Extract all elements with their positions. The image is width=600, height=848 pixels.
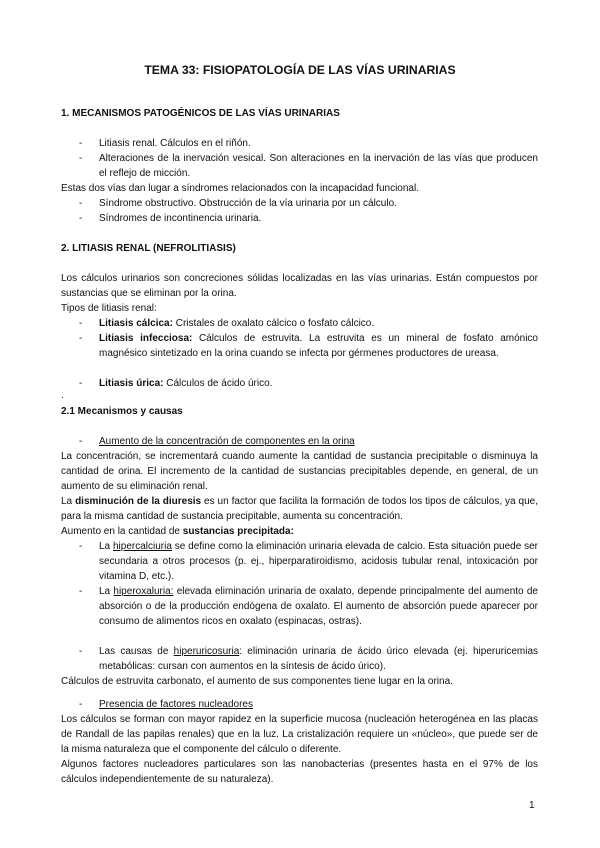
term-text: Cálculos de ácido úrico. — [163, 378, 273, 389]
bullet-dash: - — [79, 699, 83, 710]
bullet-dash: - — [79, 198, 83, 209]
term-label: Litiasis cálcica: — [99, 318, 173, 329]
list-item-text: Alteraciones de la inervación vesical. Son alteraciones en la inervación de las vías que producen el reflejo de micción. — [99, 153, 538, 179]
page-number: 1 — [529, 800, 535, 811]
bullet-dash: - — [79, 586, 83, 597]
subheading-text: Aumento de la concentración de componentes en la orina — [99, 436, 355, 447]
text-run: : eliminación urinaria de ácido úrico elevada (ej. hiperuricemias metabólicas: cursan con aumentos en la síntesis de ácido úrico). — [99, 646, 539, 672]
bold-run: disminución de la diuresis — [75, 496, 202, 507]
term-label: Litiasis infecciosa: — [99, 333, 193, 344]
bullet-dash: - — [79, 436, 83, 447]
section-1-heading: 1. MECANISMOS PATOGÉNICOS DE LAS VÍAS URINARIAS — [61, 108, 340, 119]
paragraph: Tipos de litiasis renal: — [61, 303, 157, 314]
list-item-text — [99, 376, 538, 391]
paragraph: Los cálculos se forman con mayor rapidez en la superficie mucosa (nucleación heterogénea en las placas de Randall de las papilas renales) que en la luz. La cristalización requiere un «núcleo», que puede ser de la misma naturaleza que el componente del cálculo o diferente. — [61, 714, 538, 755]
list-item-text — [99, 316, 538, 331]
section-2-1-heading: 2.1 Mecanismos y causas — [61, 406, 183, 417]
paragraph: Algunos factores nucleadores particulares son las nanobacterias (presentes hasta en el 97% de los cálculos independientemente de su naturaleza). — [61, 759, 538, 785]
text-run: La — [99, 541, 113, 552]
text-run: se define como la eliminación urinaria elevada de calcio. Esta situación puede ser secundaria a otros procesos (p. ej., hiperparatiroidismo, acidosis tubular renal, intoxicación por vitamina D, etc.). — [99, 541, 539, 582]
bullet-dash: - — [79, 213, 83, 224]
text-run: es un factor que facilita la formación de todos los tipos de cálculos, ya que, para la misma cantidad de sustancia precipitable, aumenta su concentración. — [61, 496, 539, 522]
list-item-text: Síndromes de incontinencia urinaria. — [99, 213, 262, 224]
paragraph — [61, 494, 538, 524]
text-run: La — [61, 496, 76, 507]
text-run: elevada eliminación urinaria de oxalato, depende principalmente del aumento de absorción o de la producción endógena de oxalato. El aumento de absorción puede aparecer por consumo de alimentos ricos en oxalato (espinacas, ostras). — [99, 586, 538, 627]
list-item-text — [99, 644, 538, 674]
bullet-dash: - — [79, 333, 83, 344]
list-item-text — [99, 584, 538, 629]
bullet-dash: - — [79, 138, 83, 149]
text-run: Aumento en la cantidad de — [61, 526, 183, 537]
term-label: Litiasis úrica: — [99, 378, 164, 389]
page-title: TEMA 33: FISIOPATOLOGÍA DE LAS VÍAS URINARIAS — [144, 63, 456, 77]
section-2-heading: 2. LITIASIS RENAL (NEFROLITIASIS) — [61, 243, 236, 254]
paragraph: La concentración, se incrementará cuando aumente la cantidad de sustancia precipitable o disminuya la cantidad de orina. El incremento de la cantidad de sustancias precipitables depende, en general, de un aumento de su eliminación renal. — [61, 451, 538, 492]
bullet-dash: - — [79, 318, 83, 329]
bullet-dash: - — [79, 646, 83, 657]
underlined-term: hiperuricosuria — [173, 646, 240, 657]
underlined-term: hiperoxaluria: — [113, 586, 174, 597]
text-run: Las causas de — [99, 646, 174, 657]
paragraph — [61, 524, 294, 539]
subheading-text: Presencia de factores nucleadores — [99, 699, 253, 710]
paragraph: Los cálculos urinarios son concreciones sólidas localizadas en las vías urinarias. Están compuestos por sustancias que se eliminan por la orina. — [61, 273, 538, 299]
paragraph: Estas dos vías dan lugar a síndromes relacionados con la incapacidad funcional. — [61, 183, 419, 194]
list-item-text: Litiasis renal. Cálculos en el riñón. — [99, 138, 251, 149]
bullet-dash: - — [79, 378, 83, 389]
underlined-term: hipercalciuria — [112, 541, 172, 552]
stray-dot: . — [61, 390, 64, 401]
text-run: La — [99, 586, 114, 597]
list-item-text — [99, 331, 538, 361]
paragraph: Cálculos de estruvita carbonato, el aumento de sus componentes tiene lugar en la orina. — [61, 676, 453, 687]
list-item-text — [99, 539, 538, 584]
list-item-text: Síndrome obstructivo. Obstrucción de la vía urinaria por un cálculo. — [99, 198, 397, 209]
bullet-dash: - — [79, 541, 83, 552]
bold-run: sustancias precipitada: — [182, 526, 294, 537]
term-text: Cálculos de estruvita. La estruvita es un mineral de fosfato amónico magnésico sintetizado en la orina cuando se infecta por gérmenes productores de ureasa. — [99, 333, 538, 359]
term-text: Cristales de oxalato cálcico o fosfato cálcico. — [172, 318, 375, 329]
bullet-dash: - — [79, 153, 83, 164]
